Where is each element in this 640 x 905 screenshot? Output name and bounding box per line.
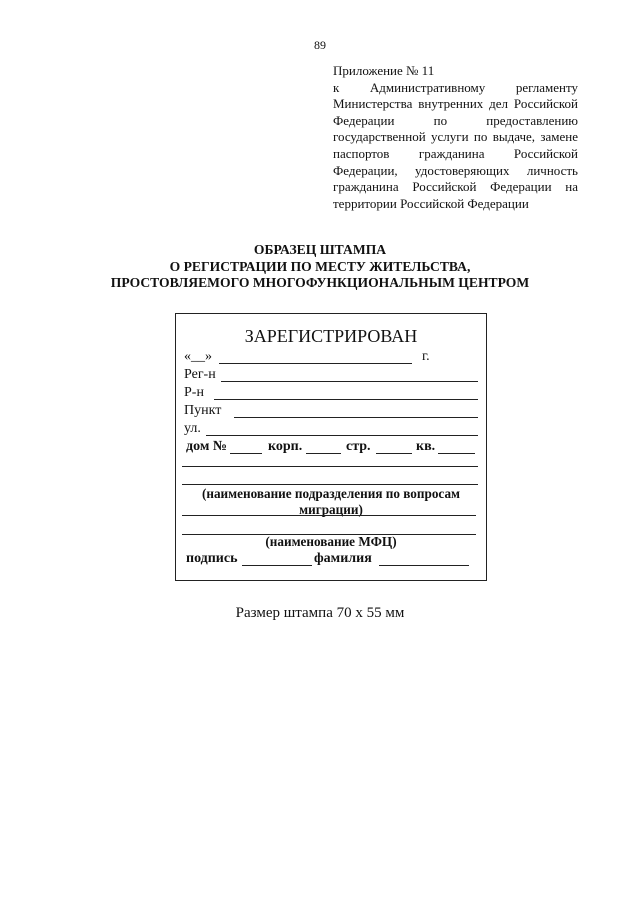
house-label: дом № [186, 439, 227, 454]
stamp-house-row [186, 439, 478, 457]
year-suffix: г. [422, 349, 430, 364]
migration-caption: (наименование подразделения по вопросам миграции) [201, 486, 461, 517]
appendix-line: к Административному регламенту [333, 79, 578, 95]
appendix-line: Федерации по предоставлению [333, 112, 578, 128]
district-line [214, 399, 478, 400]
appendix-header [333, 63, 578, 212]
stamp-district-row [184, 385, 478, 403]
signature-line [242, 565, 312, 566]
mfc-caption: (наименование МФЦ) [265, 534, 397, 549]
appendix-line: гражданина Российской Федерации на [333, 179, 578, 195]
stamp-size-note: Размер штампа 70 х 55 мм [235, 605, 405, 621]
stamp-region-row [184, 367, 478, 385]
structure-line [376, 453, 412, 454]
building-label: корп. [268, 439, 303, 454]
page-number: 89 [314, 38, 326, 52]
building-line [306, 453, 341, 454]
title-line-3: ПРОСТОВЛЯЕМОГО МНОГОФУНКЦИОНАЛЬНЫМ ЦЕНТРОМ [110, 275, 530, 290]
stamp-street-row [184, 421, 478, 439]
stamp-signature-row [186, 551, 478, 569]
region-line [221, 381, 478, 382]
stamp-locality-row [184, 403, 478, 421]
appendix-line: Министерства внутренних дел Российской [333, 96, 578, 112]
locality-label: Пункт [184, 403, 222, 418]
street-label: ул. [184, 421, 201, 436]
street-line [206, 435, 478, 436]
date-prefix: «__» [184, 349, 212, 364]
stamp-heading: ЗАРЕГИСТРИРОВАН [244, 326, 418, 346]
locality-line [234, 417, 478, 418]
stamp-date-row [184, 349, 478, 367]
appendix-line: Приложение № 11 [333, 63, 435, 78]
title-line-2: О РЕГИСТРАЦИИ ПО МЕСТУ ЖИТЕЛЬСТВА, [169, 258, 471, 274]
apartment-label: кв. [416, 439, 436, 454]
date-line [219, 363, 412, 364]
appendix-line: паспортов гражданина Российской [333, 145, 578, 161]
appendix-line: государственной услуги по выдаче, замене [333, 129, 578, 145]
structure-label: стр. [346, 439, 371, 454]
blank-line [182, 484, 478, 485]
surname-label: фамилия [314, 551, 372, 566]
stamp-sample [175, 313, 487, 581]
surname-line [379, 565, 469, 566]
title-line-1: ОБРАЗЕЦ ШТАМПА [253, 242, 387, 257]
apartment-line [438, 453, 475, 454]
region-label: Рег-н [184, 367, 216, 382]
document-title [0, 242, 640, 292]
appendix-line: территории Российской Федерации [333, 195, 529, 211]
blank-line [182, 466, 478, 467]
signature-label: подпись [186, 551, 238, 566]
blank-line [182, 515, 476, 516]
district-label: Р-н [184, 385, 204, 400]
appendix-line: Федерации, удостоверяющих личность [333, 162, 578, 178]
house-line [230, 453, 262, 454]
